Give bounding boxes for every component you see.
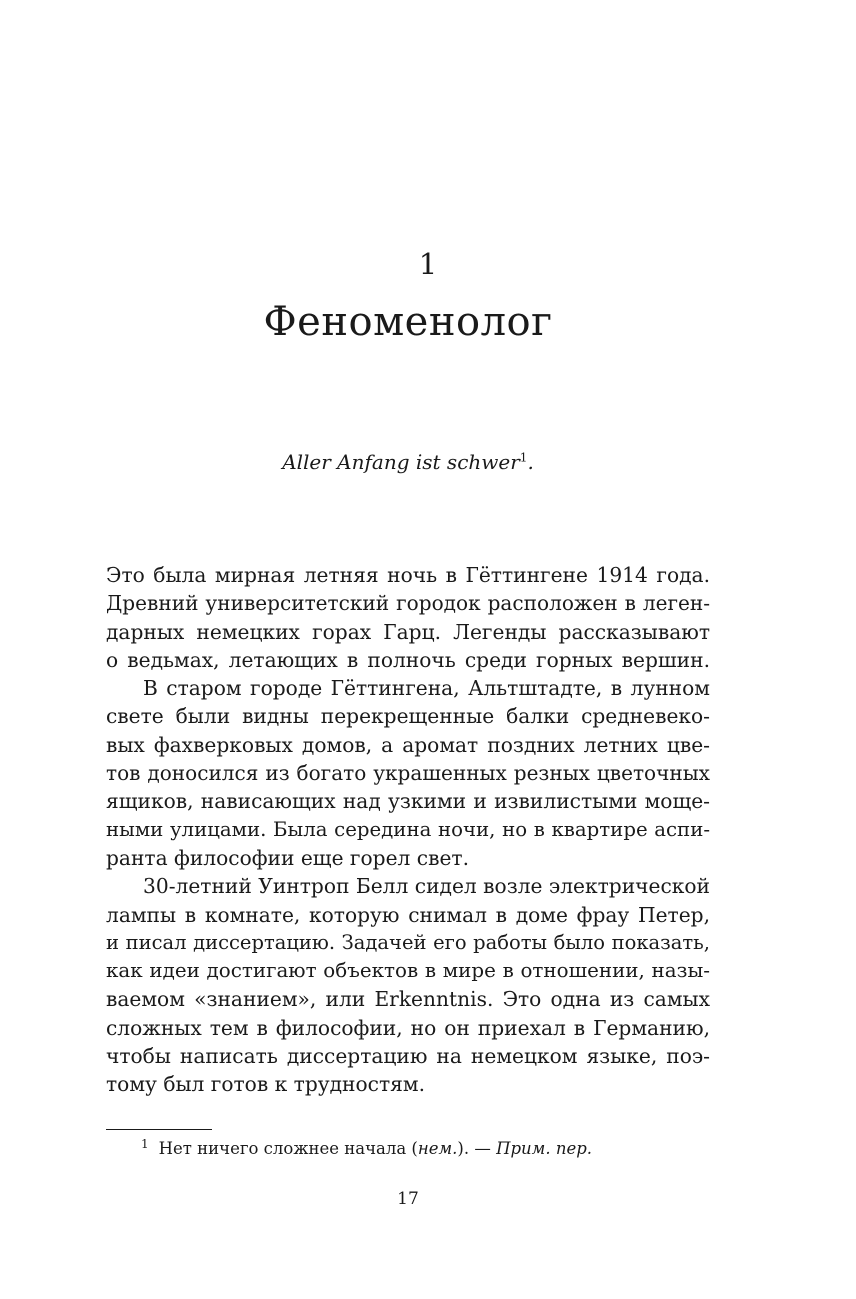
text-line: Это была мирная летняя ночь в Гёттингене 1914 года. xyxy=(106,563,710,587)
chapter-title: Феноменолог xyxy=(263,299,553,345)
text-line: сложных тем в философии, но он приехал в Германию, xyxy=(106,1015,710,1040)
footnote-text: Нет ничего сложнее начала ( xyxy=(158,1139,418,1158)
text-line: тов доносился из богато украшенных резных цветочных xyxy=(106,761,710,786)
text-line: Древний университетский городок расположен в леген- xyxy=(106,591,710,616)
epigraph-end: . xyxy=(527,450,534,474)
text-line: свете были видны перекрещенные балки средневеко- xyxy=(106,704,710,729)
text-line: о ведьмах, летающих в полночь среди горных вершин. xyxy=(106,647,710,672)
text-line: лампы в комнате, которую снимал в доме фрау Петер, xyxy=(106,902,710,927)
chapter-number: 1 xyxy=(418,247,438,281)
text-line: 30-летний Уинтроп Белл сидел возле электрической xyxy=(143,874,710,899)
text-line: как идеи достигают объектов в мире в отношении, назы- xyxy=(106,959,710,983)
text-line: чтобы написать диссертацию на немецком языке, поэ- xyxy=(106,1044,710,1069)
text-line: В старом городе Гёттингена, Альтштадте, в лунном xyxy=(143,676,710,701)
epigraph-footnote-ref: 1 xyxy=(519,450,528,465)
text-line: тому был готов к трудностям. xyxy=(106,1072,425,1097)
text-line: ными улицами. Была середина ночи, но в квартире аспи- xyxy=(106,817,710,841)
body-text xyxy=(106,561,710,1099)
footnote xyxy=(141,1137,711,1161)
footnote-after-lang: ). — xyxy=(457,1139,497,1158)
text-line: ваемом «знанием», или Erkenntnis. Это одна из самых xyxy=(106,987,710,1012)
text-line: ранта философии еще горел свет. xyxy=(106,845,469,870)
footnote-divider xyxy=(106,1129,212,1130)
text-line: и писал диссертацию. Задачей его работы было показать, xyxy=(106,930,710,954)
footnote-source: Прим. пер. xyxy=(496,1139,593,1158)
footnote-mark: 1 xyxy=(141,1136,149,1151)
footnote-lang: нем. xyxy=(417,1139,458,1158)
epigraph xyxy=(0,448,816,476)
paragraph-2 xyxy=(106,674,710,872)
paragraph-3 xyxy=(106,872,710,1098)
epigraph-text: Aller Anfang ist schwer xyxy=(282,450,520,474)
text-line: вых фахверковых домов, а аромат поздних летних цве- xyxy=(106,732,710,757)
paragraph-1 xyxy=(106,561,710,674)
text-line: дарных немецких горах Гарц. Легенды рассказывают xyxy=(106,619,710,644)
page-number: 17 xyxy=(397,1189,419,1209)
text-line: ящиков, нависающих над узкими и извилистыми моще- xyxy=(106,789,710,814)
